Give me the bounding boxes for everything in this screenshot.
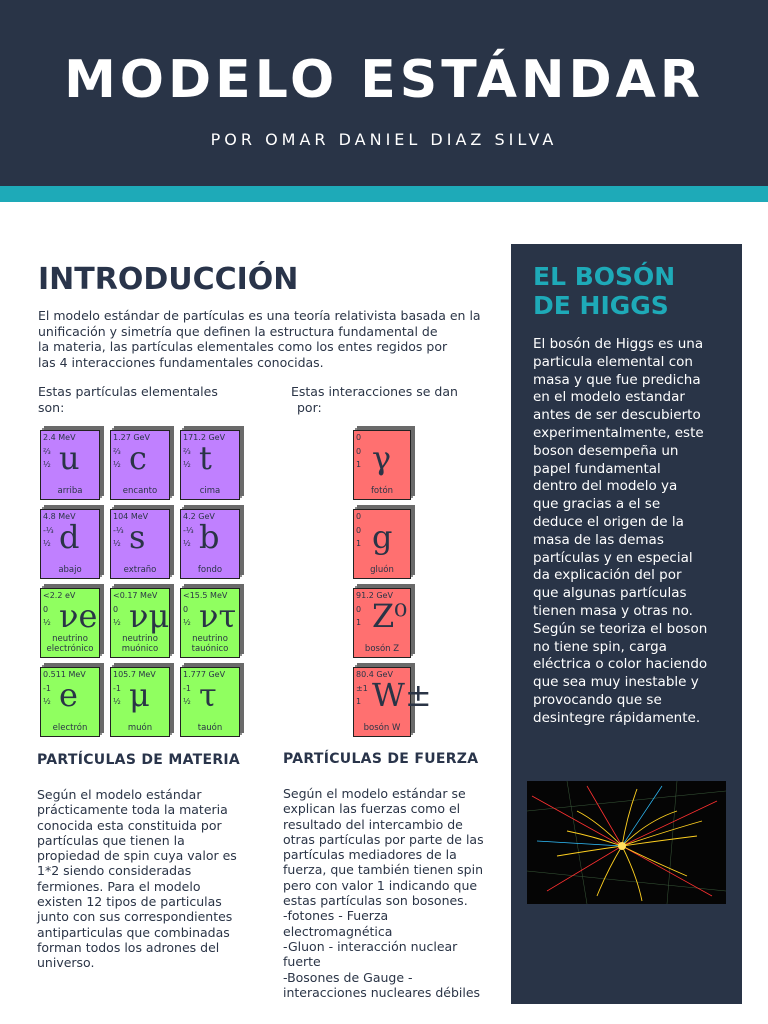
materia-line: conocida esta constituida por — [37, 817, 222, 833]
particle-mass: 80.4 GeV — [356, 670, 393, 679]
particle-charge: -1 — [113, 684, 121, 693]
higgs-line: tienen masa y otras no. — [533, 602, 693, 619]
particle-mass: <15.5 MeV — [183, 591, 228, 600]
particle-mass: 0 — [356, 512, 362, 521]
fuerza-line: electromagnética — [283, 923, 393, 939]
fermion-cell-arriba — [40, 430, 100, 500]
higgs-line: eléctrica o color haciendo — [533, 656, 708, 673]
particle-spin: ½ — [183, 539, 191, 548]
particle-name: neutrino electrónico — [46, 634, 94, 654]
particle-mass: 0 — [356, 433, 362, 442]
particle-symbol: νμ — [129, 597, 170, 635]
particle-mass: 1.777 GeV — [183, 670, 226, 679]
higgs-line: particula elemental con — [533, 353, 693, 370]
particle-spin: 1 — [356, 697, 362, 706]
particle-symbol: s — [129, 518, 146, 556]
particle-charge: -⅓ — [113, 526, 124, 535]
higgs-sidebar — [511, 244, 742, 1004]
materia-line: fermiones. Para el modelo — [37, 878, 201, 894]
particle-mass: 4.8 MeV — [43, 512, 76, 521]
particle-charge: -1 — [183, 684, 191, 693]
particle-symbol: μ — [129, 676, 150, 714]
fuerza-line: interacciones nucleares débiles — [283, 984, 481, 1000]
materia-line: existen 12 tipos de particulas — [37, 894, 222, 910]
particle-name: tauón — [197, 722, 223, 733]
materia-line: Según el modelo estándar — [37, 787, 202, 802]
particle-name: encanto — [122, 485, 158, 496]
particle-name: gluón — [370, 564, 394, 575]
particle-symbol: ντ — [199, 597, 237, 635]
interactions-label: Estas interacciones se dan por: — [291, 384, 458, 415]
particle-symbol: c — [129, 439, 147, 477]
particle-symbol: νe — [59, 597, 98, 635]
materia-line: partículas que tienen la — [37, 832, 185, 848]
materia-line: antiparticulas que combinadas — [37, 924, 230, 940]
particle-charge: ±1 — [356, 684, 368, 693]
particle-spin: ½ — [43, 539, 51, 548]
boson-cell-fotón — [353, 430, 411, 500]
fermion-cell-tauón — [180, 667, 240, 737]
materia-line: prácticamente toda la materia — [37, 802, 228, 818]
particle-spin: 1 — [356, 618, 362, 627]
fuerza-line: Según el modelo estándar se — [283, 786, 466, 801]
particle-symbol: τ — [199, 676, 217, 714]
fermion-cell-muón — [110, 667, 170, 737]
particle-charge: 0 — [356, 526, 362, 535]
materia-paragraph — [37, 787, 237, 971]
fuerza-line: resultado del intercambio de — [283, 816, 463, 832]
particle-name: bosón Z — [364, 643, 400, 654]
materia-heading: PARTÍCULAS DE MATERIA — [37, 752, 241, 768]
fuerza-heading: PARTÍCULAS DE FUERZA — [283, 751, 479, 767]
fermion-cell-neutrino — [180, 588, 240, 658]
particle-name: extraño — [123, 564, 157, 575]
particle-mass: 104 MeV — [113, 512, 149, 521]
fuerza-line: -Gluon - interacción nuclear — [283, 938, 458, 954]
particle-spin: ½ — [43, 460, 51, 469]
particle-spin: ½ — [183, 697, 191, 706]
fermion-cell-fondo — [180, 509, 240, 579]
higgs-line: antes de ser descubierto — [533, 407, 701, 424]
particle-symbol: Z⁰ — [372, 597, 408, 635]
particle-spin: ½ — [113, 697, 121, 706]
higgs-line: provocando que se — [533, 691, 662, 708]
higgs-line: en el modelo estandar — [533, 389, 685, 406]
fermion-cell-electrón — [40, 667, 100, 737]
fuerza-line: partículas mediadores de la — [283, 847, 457, 863]
higgs-line: masa y que fue predicha — [533, 371, 701, 388]
particle-charge: -⅓ — [43, 526, 54, 535]
particle-charge: ⅔ — [183, 447, 191, 456]
particle-spin: ½ — [183, 460, 191, 469]
higgs-line: que gracias a el se — [533, 496, 661, 513]
particle-symbol: d — [59, 518, 80, 556]
particle-mass: 171.2 GeV — [183, 433, 226, 442]
intro-paragraph: El modelo estándar de partículas es una teoría relativista basada en la unificación y simetría que definen la estructura fundamental de la materia, las partículas elementales como los entes regidos por las 4 interacciones fundamentales conocidas. — [38, 308, 481, 370]
higgs-line: deduce el origen de la — [533, 513, 684, 530]
particle-charge: -⅓ — [183, 526, 194, 535]
particle-name: fondo — [197, 564, 223, 575]
higgs-line: Según se teoriza el boson — [533, 620, 708, 637]
particle-charge: 0 — [113, 605, 119, 614]
particles-label: Estas partículas elementales son: — [38, 384, 218, 415]
particle-mass: 105.7 MeV — [113, 670, 156, 679]
collision-event-image — [527, 781, 726, 904]
boson-cell-gluón — [353, 509, 411, 579]
fermion-cell-cima — [180, 430, 240, 500]
particle-mass: 2.4 MeV — [43, 433, 76, 442]
fuerza-line: -fotones - Fuerza — [283, 908, 389, 924]
higgs-heading: EL BOSÓN DE HIGGS — [533, 262, 676, 320]
materia-line: junto con sus correspondientes — [37, 909, 233, 925]
author-subtitle: POR OMAR DANIEL DIAZ SILVA — [210, 130, 558, 149]
particle-name: arriba — [57, 485, 83, 496]
particle-name: bosón W — [363, 722, 401, 733]
boson-cell-bosón-Z — [353, 588, 411, 658]
particle-mass: <0.17 MeV — [113, 591, 158, 600]
fuerza-line: estas partículas son bosones. — [283, 893, 468, 909]
materia-line: forman todos los adrones del — [37, 939, 220, 955]
higgs-line: da explicación del por — [533, 567, 682, 584]
fuerza-line: fuerza, que también tienen spin — [283, 862, 483, 878]
particle-symbol: t — [199, 439, 212, 477]
particle-mass: 1.27 GeV — [113, 433, 150, 442]
particle-spin: 1 — [356, 539, 362, 548]
fermion-cell-neutrino — [40, 588, 100, 658]
materia-line: universo. — [37, 955, 95, 971]
particle-spin: ½ — [183, 618, 191, 627]
fermion-cell-abajo — [40, 509, 100, 579]
particle-spin: ½ — [113, 618, 121, 627]
particle-name: neutrino muónico — [121, 634, 159, 654]
particle-spin: ½ — [113, 460, 121, 469]
fuerza-line: -Bosones de Gauge - — [283, 969, 413, 985]
boson-cell-bosón-W — [353, 667, 432, 737]
higgs-paragraph — [533, 336, 707, 728]
particle-spin: ½ — [43, 697, 51, 706]
particle-spin: ½ — [43, 618, 51, 627]
particle-charge: 0 — [356, 447, 362, 456]
particle-charge: -1 — [43, 684, 51, 693]
particle-charge: 0 — [43, 605, 49, 614]
particle-symbol: u — [59, 439, 80, 477]
particle-symbol: b — [199, 518, 220, 556]
particle-collision-graphic — [527, 781, 726, 904]
particle-charge: ⅔ — [113, 447, 121, 456]
higgs-line: experimentalmente, este — [533, 424, 704, 441]
particle-name: neutrino tauónico — [191, 634, 229, 654]
higgs-line: masa de las demas — [533, 531, 664, 548]
higgs-line: desintegre rápidamente. — [533, 709, 701, 726]
fuerza-line: pero con valor 1 indicando que — [283, 877, 478, 893]
particle-charge: 0 — [356, 605, 362, 614]
particle-name: electrón — [52, 722, 88, 733]
fermion-cell-extraño — [110, 509, 170, 579]
particle-mass: 4.2 GeV — [183, 512, 215, 521]
fuerza-paragraph — [283, 786, 484, 1000]
header-accent-stripe — [0, 186, 768, 202]
particle-mass: <2.2 eV — [43, 591, 76, 600]
particle-charge: 0 — [183, 605, 189, 614]
particle-symbol: W± — [372, 676, 432, 714]
fuerza-line: otras partículas por parte de las — [283, 831, 484, 847]
materia-line: propiedad de spin cuya valor es — [37, 848, 237, 864]
particle-name: fotón — [370, 485, 394, 496]
particle-spin: ½ — [113, 539, 121, 548]
fuerza-line: fuerte — [283, 954, 321, 970]
higgs-line: que algunas partículas — [533, 585, 687, 602]
particle-symbol: e — [59, 676, 78, 714]
higgs-line: que sea muy inestable y — [533, 674, 699, 691]
particle-symbol: g — [372, 518, 393, 556]
particle-charge: ⅔ — [43, 447, 51, 456]
intro-heading: INTRODUCCIÓN — [38, 262, 299, 297]
materia-line: 1*2 siendo consideradas — [37, 863, 192, 879]
particle-spin: 1 — [356, 460, 362, 469]
page-title: MODELO ESTÁNDAR — [64, 50, 704, 110]
particle-mass: 0.511 MeV — [43, 670, 86, 679]
fermion-cell-neutrino — [110, 588, 170, 658]
higgs-line: dentro del modelo ya — [533, 478, 678, 495]
fuerza-line: explican las fuerzas como el — [283, 801, 461, 817]
particle-symbol: γ — [372, 439, 392, 477]
particle-name: abajo — [58, 564, 82, 575]
higgs-line: papel fundamental — [533, 460, 661, 477]
higgs-line: El bosón de Higgs es una — [533, 336, 704, 352]
particle-mass: 91.2 GeV — [356, 591, 393, 600]
header-banner — [0, 0, 768, 186]
higgs-line: boson desempeña un — [533, 442, 679, 459]
particle-name: muón — [127, 722, 153, 733]
particle-name: cima — [199, 485, 221, 496]
higgs-line: partículas y en especial — [533, 549, 693, 566]
fermion-cell-encanto — [110, 430, 170, 500]
higgs-line: no tiene spin, carga — [533, 638, 667, 655]
